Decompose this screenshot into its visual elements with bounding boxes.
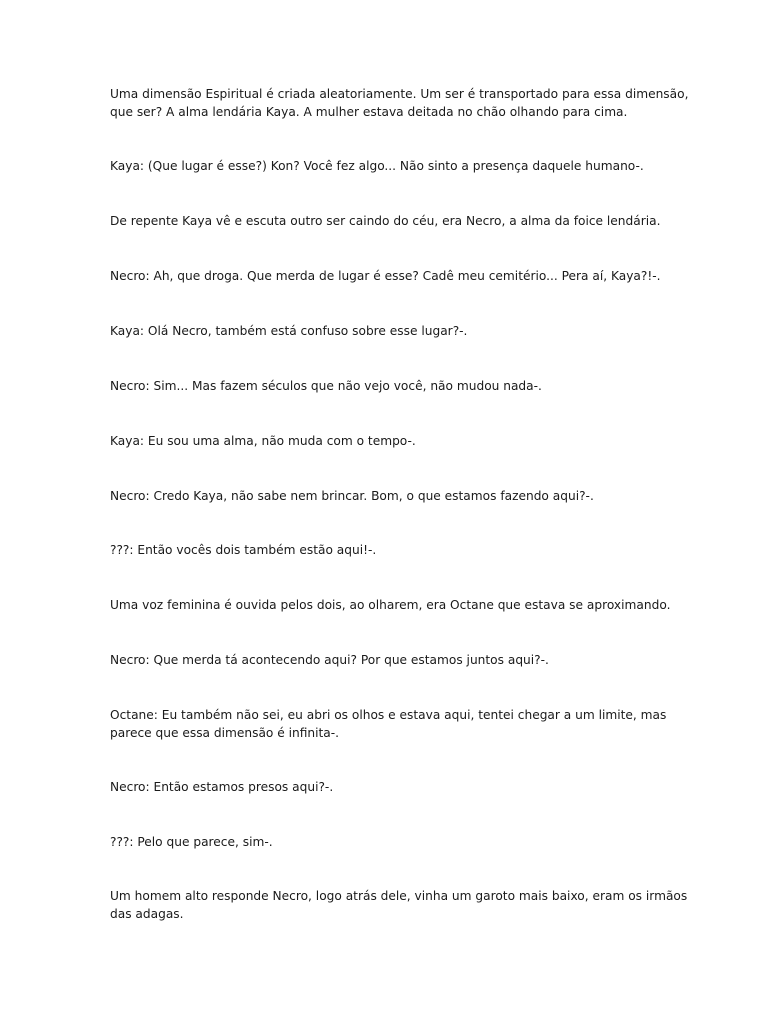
paragraph-line: Necro: Ah, que droga. Que merda de lugar é esse? Cadê meu cemitério... Pera aí, Kaya?!-.	[110, 269, 661, 283]
paragraph-3	[110, 212, 670, 230]
paragraph-12	[110, 706, 670, 742]
paragraph-line: Uma dimensão Espiritual é criada aleatoriamente. Um ser é transportado para essa dimensão,	[110, 87, 689, 101]
paragraph-13	[110, 778, 670, 796]
paragraph-5	[110, 322, 670, 340]
paragraph-15	[110, 887, 688, 923]
paragraph-line: Necro: Então estamos presos aqui?-.	[110, 780, 334, 794]
paragraph-6	[110, 377, 670, 395]
paragraph-line: ???: Pelo que parece, sim-.	[110, 835, 273, 849]
paragraph-10	[110, 596, 670, 614]
paragraph-line: Octane: Eu também não sei, eu abri os olhos e estava aqui, tentei chegar a um limite, mas	[110, 708, 667, 722]
paragraph-line: Uma voz feminina é ouvida pelos dois, ao olharem, era Octane que estava se aproximando.	[110, 598, 671, 612]
paragraph-line: ???: Então vocês dois também estão aqui!-.	[110, 543, 377, 557]
paragraph-9	[110, 541, 670, 559]
paragraph-line: Um homem alto responde Necro, logo atrás dele, vinha um garoto mais baixo, eram os irmãos	[110, 889, 688, 903]
paragraph-line: Necro: Credo Kaya, não sabe nem brincar. Bom, o que estamos fazendo aqui?-.	[110, 489, 594, 503]
paragraph-line: Necro: Que merda tá acontecendo aqui? Por que estamos juntos aqui?-.	[110, 653, 549, 667]
paragraph-line: De repente Kaya vê e escuta outro ser caindo do céu, era Necro, a alma da foice lendária.	[110, 214, 661, 228]
paragraph-14	[110, 833, 670, 851]
paragraph-11	[110, 651, 670, 669]
paragraph-4	[110, 267, 670, 285]
paragraph-line: das adagas.	[110, 907, 184, 921]
paragraph-1	[110, 85, 689, 121]
paragraph-line: que ser? A alma lendária Kaya. A mulher estava deitada no chão olhando para cima.	[110, 105, 628, 119]
paragraph-2	[110, 157, 670, 175]
paragraph-7	[110, 432, 670, 450]
paragraph-line: Kaya: Olá Necro, também está confuso sobre esse lugar?-.	[110, 324, 468, 338]
paragraph-line: Necro: Sim... Mas fazem séculos que não vejo você, não mudou nada-.	[110, 379, 542, 393]
paragraph-8	[110, 487, 670, 505]
paragraph-line: parece que essa dimensão é infinita-.	[110, 726, 340, 740]
paragraph-line: Kaya: (Que lugar é esse?) Kon? Você fez algo... Não sinto a presença daquele humano-.	[110, 159, 644, 173]
paragraph-line: Kaya: Eu sou uma alma, não muda com o tempo-.	[110, 434, 416, 448]
